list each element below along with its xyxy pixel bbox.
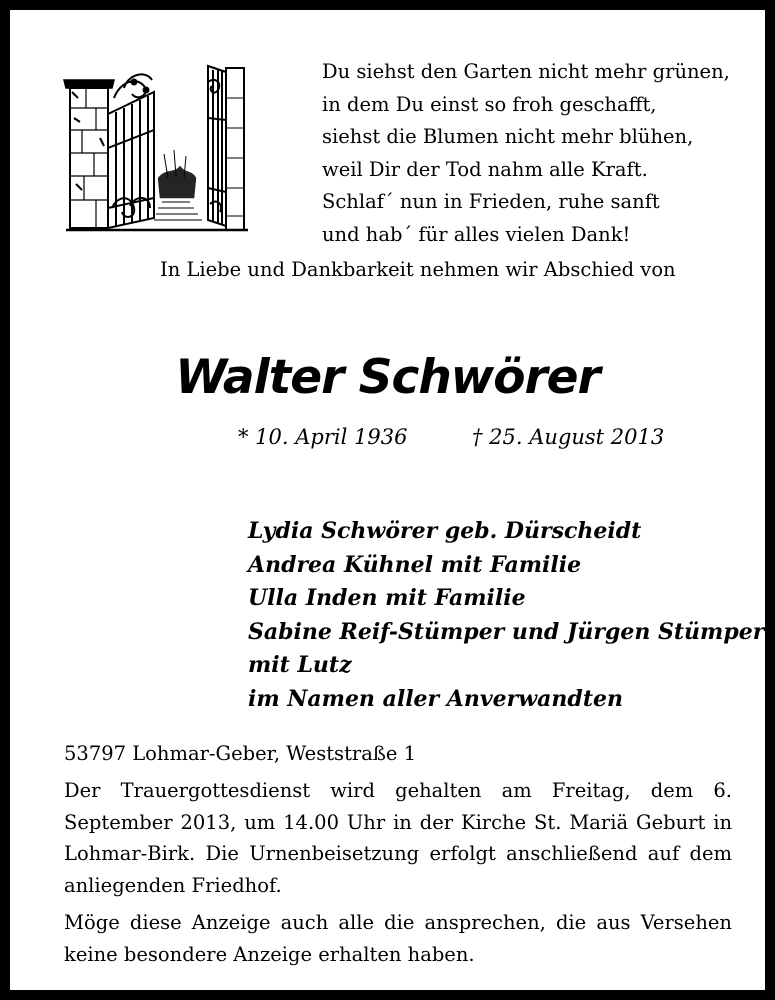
mourner-line: Ulla Inden mit Familie [248, 585, 526, 612]
poem-line: und hab´ für alles vielen Dank! [322, 222, 631, 246]
poem-line: weil Dir der Tod nahm alle Kraft. [322, 157, 648, 181]
mourner-line: Lydia Schwörer geb. Dürscheidt [248, 518, 642, 544]
mourner-line: Andrea Kühnel mit Familie [248, 551, 582, 578]
mourners-list [248, 515, 764, 717]
family-address: 53797 Lohmar-Geber, Weststraße 1 [64, 742, 417, 765]
poem-line: in dem Du einst so froh geschafft, [322, 92, 657, 116]
death-date: † 25. August 2013 [472, 425, 665, 449]
farewell-intro: In Liebe und Dankbarkeit nehmen wir Abschied von [160, 258, 676, 281]
deceased-name: Walter Schwörer [175, 350, 600, 405]
service-details: Der Trauergottesdienst wird gehalten am Freitag, dem 6. September 2013, um 14.00 Uhr in der Kirche St. Mariä Geburt in Lohmar-Birk. Die Urnenbeisetzung erfolgt anschließend auf dem anliegenden Friedhof. [64, 779, 732, 897]
poem [322, 56, 742, 252]
mourner-line: im Namen aller Anverwandten [248, 685, 623, 712]
poem-line: Schlaf´ nun in Frieden, ruhe sanft [322, 190, 660, 214]
closing-notice: Möge diese Anzeige auch alle die ansprechen, die aus Versehen keine besondere Anzeige erhalten haben. [64, 911, 732, 966]
mourner-line: Sabine Reif-Stümper und Jürgen Stümper [248, 618, 765, 645]
poem-line: Du siehst den Garten nicht mehr grünen, [322, 60, 730, 83]
mourner-line: mit Lutz [248, 652, 352, 679]
garden-gate-icon [62, 58, 250, 238]
birth-date: * 10. April 1936 [238, 425, 408, 449]
poem-line: siehst die Blumen nicht mehr blühen, [322, 125, 694, 149]
